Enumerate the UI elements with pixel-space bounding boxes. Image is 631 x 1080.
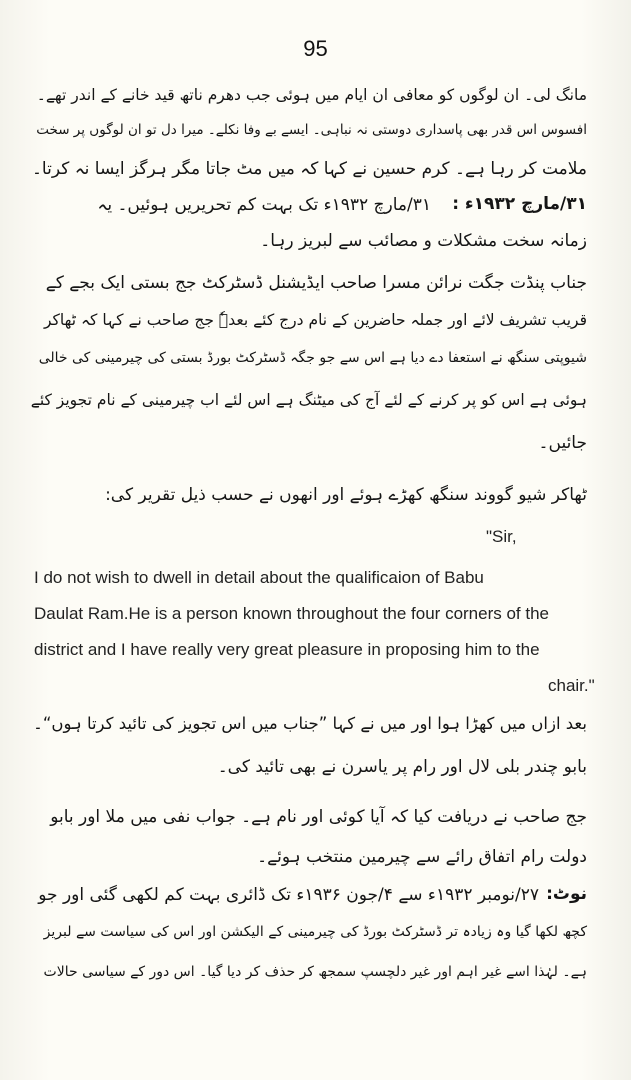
- quote-line-2: Daulat Ram.He is a person known throughout the four corners of the: [34, 604, 550, 623]
- paragraph-2-line-1: جناب پنڈت جگت نرائن مسرا صاحب ایڈیشنل ڈسٹرکٹ جج بستی ایک بجے کے: [45, 273, 587, 293]
- speech-intro: ٹھاکر شیو گووند سنگھ کھڑے ہوئے اور انھوں نے حسب ذیل تقریر کی:: [105, 485, 587, 505]
- dated-entry-line-2: زمانہ سخت مشکلات و مصائب سے لبریز رہا۔: [260, 231, 587, 251]
- date-heading: ۳۱/مارچ ۱۹۳۲ء :: [452, 194, 587, 214]
- note-line-3: ہے۔ لہٰذا اسے غیر اہم اور غیر دلچسپ سمجھ کر حذف کر دیا گیا۔ اس دور کے سیاسی حالات: [43, 964, 587, 980]
- paragraph-3-line-2: بابو چندر بلی لال اور رام پر یاسرن نے بھی تائید کی۔: [217, 757, 587, 777]
- note-line-2: کچھ لکھا گیا وہ زیادہ تر ڈسٹرکٹ بورڈ کی چیرمینی کے الیکشن اور اس کی سیاست سے لبریز: [43, 924, 587, 940]
- quote-salutation: "Sir,: [486, 527, 517, 546]
- quote-line-3: district and I have really very great pleasure in proposing him to the: [34, 640, 540, 659]
- quote-line-4: chair.": [548, 676, 595, 695]
- paragraph-4-line-1: جج صاحب نے دریافت کیا کہ آیا کوئی اور نام ہے۔ جواب نفی میں ملا اور بابو: [50, 807, 587, 827]
- paragraph-2-line-4: ہوئی ہے اس کو پر کرنے کے لئے آج کی میٹنگ ہے اس لئے اب چیرمینی کے نام تجویز کئے: [30, 391, 587, 409]
- quote-line-1: I do not wish to dwell in detail about the qualificaion of Babu: [34, 568, 484, 587]
- paragraph-1-line-1: مانگ لی۔ ان لوگوں کو معافی ان ایام میں ہوئی جب دھرم ناتھ قید خانے کے اندر تھے۔: [36, 86, 587, 104]
- paragraph-1-line-2: افسوس اس قدر بھی پاسداری دوستی نہ نباہی۔ ایسے بے وفا نکلے۔ میرا دل تو ان لوگوں پر سخت: [36, 122, 587, 138]
- paragraph-2-line-3: شیوپتی سنگھ نے استعفا دے دیا ہے اس سے جو جگہ ڈسٹرکٹ بورڈ بستی کی چیرمینی کی خالی: [38, 350, 587, 366]
- note-line-1: ۲۷/نومبر ۱۹۳۲ء سے ۴/جون ۱۹۳۶ء تک ڈائری بہت کم لکھی گئی اور جو: [38, 885, 539, 905]
- page-number: 95: [303, 36, 328, 61]
- paragraph-2-line-5: جائیں۔: [538, 433, 587, 453]
- paragraph-4-line-2: دولت رام اتفاق رائے سے چیرمین منتخب ہوئے۔: [257, 847, 587, 867]
- note-label: نوٹ:: [546, 884, 587, 904]
- paragraph-1-line-3: ملامت کر رہا ہے۔ کرم حسین نے کہا کہ میں مٹ جاتا مگر ہرگز ایسا نہ کرتا۔: [31, 159, 587, 179]
- dated-entry-line-1: ۳۱/مارچ ۱۹۳۲ء تک بہت کم تحریریں ہوئیں۔ یہ: [97, 195, 431, 215]
- paragraph-3-line-1: بعد ازاں میں کھڑا ہوا اور میں نے کہا ”جناب میں اس تجویز کی تائید کرتا ہوں“۔: [33, 714, 587, 733]
- paragraph-2-line-2: قریب تشریف لائے اور جملہ حاضرین کے نام درج کئے بعدہٗ جج صاحب نے کہا کہ ٹھاکر: [43, 311, 587, 329]
